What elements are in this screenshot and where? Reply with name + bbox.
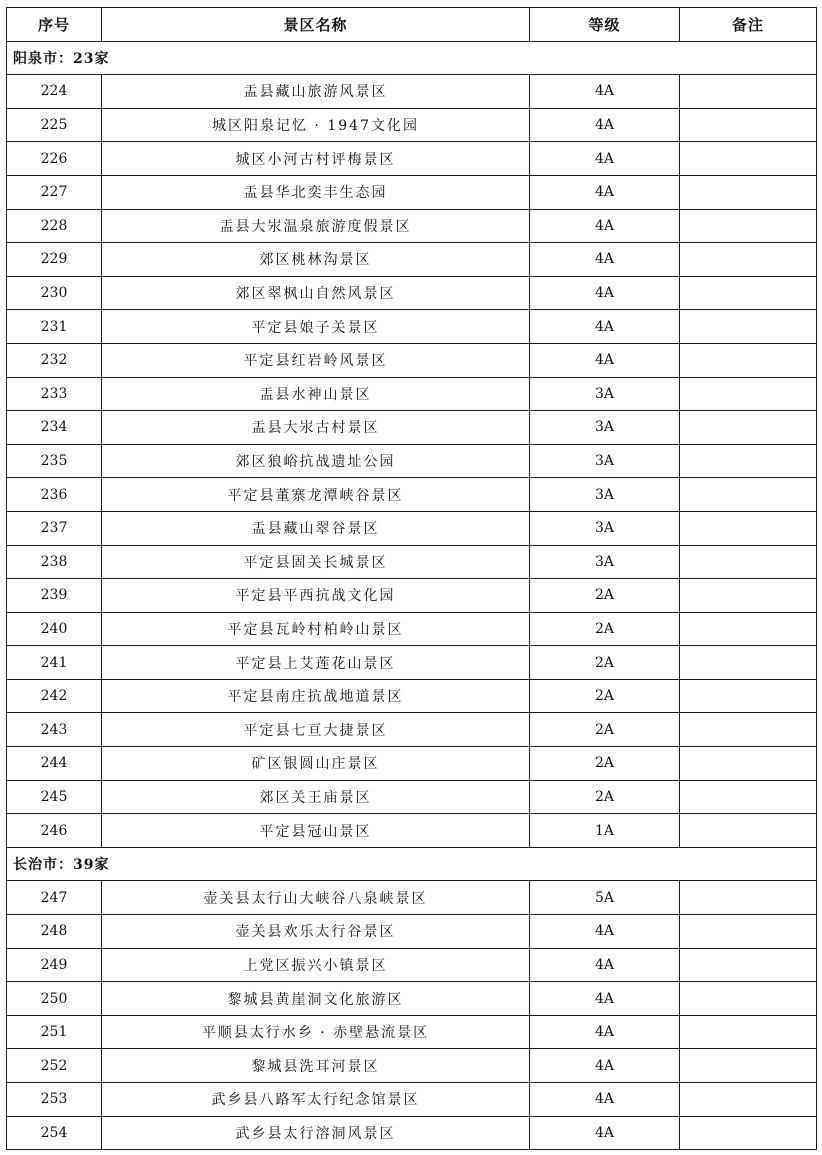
cell-note [680,1015,817,1049]
table-row [7,108,817,142]
table-row [7,612,817,646]
cell-note [680,679,817,713]
cell-grade: 3A [530,411,680,445]
cell-index: 242 [7,679,102,713]
cell-note [680,814,817,848]
cell-note [680,243,817,277]
cell-name: 郊区桃林沟景区 [102,243,530,277]
cell-grade: 4A [530,209,680,243]
cell-grade: 2A [530,780,680,814]
cell-name: 盂县大汖温泉旅游度假景区 [102,209,530,243]
table-row [7,276,817,310]
cell-note [680,646,817,680]
cell-name: 壶关县太行山大峡谷八泉峡景区 [102,881,530,915]
cell-note [680,545,817,579]
cell-name: 城区阳泉记忆 · 1947文化园 [102,108,530,142]
cell-index: 238 [7,545,102,579]
cell-grade: 3A [530,545,680,579]
cell-note [680,881,817,915]
cell-note [680,948,817,982]
cell-index: 239 [7,579,102,613]
table-row [7,579,817,613]
cell-name: 平定县南庄抗战地道景区 [102,679,530,713]
cell-name: 盂县大汖古村景区 [102,411,530,445]
cell-note [680,1116,817,1150]
cell-index: 253 [7,1083,102,1117]
cell-index: 229 [7,243,102,277]
cell-grade: 3A [530,377,680,411]
cell-index: 226 [7,142,102,176]
cell-grade: 4A [530,982,680,1016]
cell-index: 230 [7,276,102,310]
cell-grade: 4A [530,1049,680,1083]
cell-name: 武乡县太行溶洞风景区 [102,1116,530,1150]
table-row [7,444,817,478]
cell-index: 231 [7,310,102,344]
cell-grade: 3A [530,444,680,478]
cell-grade: 4A [530,1015,680,1049]
cell-note [680,780,817,814]
cell-grade: 4A [530,108,680,142]
cell-index: 234 [7,411,102,445]
cell-grade: 4A [530,276,680,310]
cell-index: 240 [7,612,102,646]
header-grade: 等级 [530,8,680,42]
table-row [7,747,817,781]
cell-name: 黎城县洗耳河景区 [102,1049,530,1083]
cell-grade: 4A [530,1116,680,1150]
cell-note [680,1083,817,1117]
table-row [7,243,817,277]
cell-note [680,377,817,411]
cell-grade: 4A [530,142,680,176]
cell-grade: 2A [530,579,680,613]
cell-grade: 2A [530,747,680,781]
cell-note [680,276,817,310]
table-row [7,377,817,411]
table-row [7,679,817,713]
cell-note [680,444,817,478]
cell-grade: 1A [530,814,680,848]
cell-index: 224 [7,75,102,109]
cell-grade: 3A [530,478,680,512]
cell-index: 232 [7,343,102,377]
scenic-area-table [6,7,817,1150]
cell-name: 盂县藏山翠谷景区 [102,511,530,545]
cell-grade: 2A [530,679,680,713]
cell-grade: 2A [530,713,680,747]
cell-grade: 4A [530,175,680,209]
header-row [7,8,817,42]
cell-index: 235 [7,444,102,478]
cell-note [680,108,817,142]
cell-grade: 4A [530,948,680,982]
table-row [7,1049,817,1083]
group-row [7,847,817,881]
cell-grade: 4A [530,343,680,377]
header-note: 备注 [680,8,817,42]
table-row [7,209,817,243]
cell-grade: 2A [530,612,680,646]
cell-note [680,612,817,646]
cell-note [680,713,817,747]
cell-note [680,142,817,176]
cell-note [680,75,817,109]
cell-name: 平定县冠山景区 [102,814,530,848]
cell-name: 郊区关王庙景区 [102,780,530,814]
table-row [7,1015,817,1049]
table-row [7,1116,817,1150]
cell-name: 上党区振兴小镇景区 [102,948,530,982]
cell-index: 245 [7,780,102,814]
table-header [7,8,817,42]
cell-note [680,411,817,445]
cell-name: 城区小河古村评梅景区 [102,142,530,176]
table-row [7,343,817,377]
cell-note [680,982,817,1016]
cell-name: 平顺县太行水乡 · 赤壁悬流景区 [102,1015,530,1049]
cell-name: 平定县董寨龙潭峡谷景区 [102,478,530,512]
cell-name: 盂县藏山旅游风景区 [102,75,530,109]
cell-index: 243 [7,713,102,747]
cell-name: 平定县平西抗战文化园 [102,579,530,613]
cell-note [680,915,817,949]
group-row [7,41,817,75]
cell-note [680,310,817,344]
table-row [7,780,817,814]
cell-index: 254 [7,1116,102,1150]
table-row [7,545,817,579]
table-row [7,411,817,445]
cell-name: 平定县固关长城景区 [102,545,530,579]
cell-index: 252 [7,1049,102,1083]
cell-note [680,747,817,781]
table-row [7,75,817,109]
cell-name: 平定县娘子关景区 [102,310,530,344]
cell-index: 227 [7,175,102,209]
cell-grade: 3A [530,511,680,545]
cell-name: 壶关县欢乐太行谷景区 [102,915,530,949]
cell-name: 平定县瓦岭村柏岭山景区 [102,612,530,646]
cell-index: 249 [7,948,102,982]
cell-name: 郊区翠枫山自然风景区 [102,276,530,310]
cell-note [680,579,817,613]
cell-index: 251 [7,1015,102,1049]
cell-name: 郊区狼峪抗战遗址公园 [102,444,530,478]
table-row [7,646,817,680]
table-row [7,1083,817,1117]
cell-name: 武乡县八路军太行纪念馆景区 [102,1083,530,1117]
cell-note [680,175,817,209]
group-title: 长治市：39家 [7,847,817,881]
cell-index: 248 [7,915,102,949]
cell-grade: 5A [530,881,680,915]
cell-index: 247 [7,881,102,915]
cell-grade: 4A [530,243,680,277]
cell-grade: 2A [530,646,680,680]
cell-index: 244 [7,747,102,781]
header-name: 景区名称 [102,8,530,42]
cell-grade: 4A [530,915,680,949]
table-row [7,948,817,982]
cell-name: 盂县华北奕丰生态园 [102,175,530,209]
table-row [7,982,817,1016]
table-row [7,310,817,344]
cell-index: 228 [7,209,102,243]
cell-grade: 4A [530,1083,680,1117]
cell-name: 矿区银圆山庄景区 [102,747,530,781]
cell-note [680,209,817,243]
table-row [7,175,817,209]
header-index: 序号 [7,8,102,42]
cell-name: 黎城县黄崖洞文化旅游区 [102,982,530,1016]
cell-note [680,511,817,545]
cell-index: 246 [7,814,102,848]
cell-grade: 4A [530,310,680,344]
table-row [7,478,817,512]
cell-note [680,343,817,377]
table-row [7,881,817,915]
cell-name: 平定县红岩岭风景区 [102,343,530,377]
cell-index: 237 [7,511,102,545]
group-title: 阳泉市：23家 [7,41,817,75]
cell-index: 250 [7,982,102,1016]
cell-index: 225 [7,108,102,142]
cell-index: 236 [7,478,102,512]
cell-name: 盂县水神山景区 [102,377,530,411]
table-row [7,713,817,747]
cell-name: 平定县七亘大捷景区 [102,713,530,747]
table-row [7,142,817,176]
table-row [7,511,817,545]
cell-note [680,478,817,512]
cell-index: 233 [7,377,102,411]
table-row [7,915,817,949]
table-body [7,41,817,1150]
cell-grade: 4A [530,75,680,109]
cell-name: 平定县上艾莲花山景区 [102,646,530,680]
cell-index: 241 [7,646,102,680]
cell-note [680,1049,817,1083]
table-row [7,814,817,848]
